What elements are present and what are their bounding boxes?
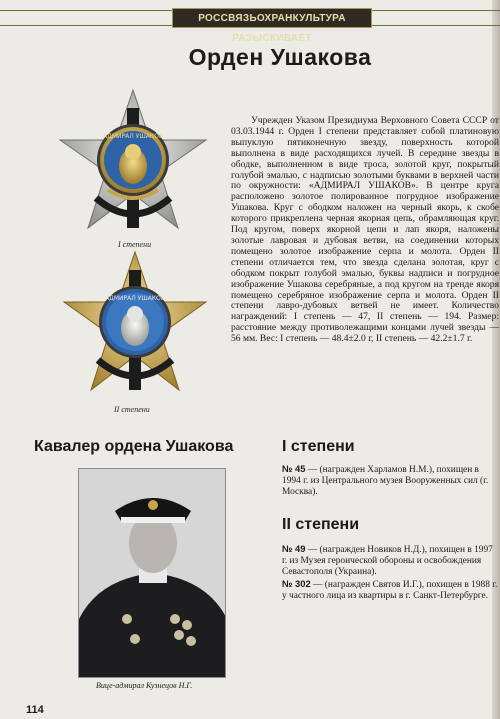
cavalier-heading: Кавалер ордена Ушакова [34,438,234,455]
entry-number: № 45 [282,463,306,474]
list-item [282,578,500,602]
medal-inscription: АДМИРАЛ УШАКОВ [103,133,163,140]
medal-caption: II степени [114,405,150,414]
medal-first-degree [56,88,210,238]
list-item [282,543,500,578]
degree1-heading: I степени [282,438,355,455]
medal-caption: I степени [118,240,152,249]
medal-inscription: АДМИРАЛ УШАКОВ [105,295,165,302]
medal-second-degree [60,250,210,400]
order-description: Учрежден Указом Президиума Верховного Совета СССР от 03.03.1944 г. Орден I степени представляет собой платиновую выпуклую пятиконечную звезду, поверхность которой выполнена в виде расходящихся лучей. В середине звезды в ободке, выполненном в виде троса, золотой круг, покрытый голубой эмалью, с надписью золотыми буквами в верхней части по окружности: «АДМИРАЛ УШАКОВ». В центре круга расположено золотое полированное погрудное изображение Ушакова. Круг с ободком наложен на черный якорь, к скобе которого прикреплена черная якорная цепь, обрамляющая круг. Под кругом, поверх якорной цепи и лап якоря, наложены золотые лавровая и дубовая ветви, на соединении которых помещено золотое изображение серпа и молота. Орден II степени отличается тем, что звезда сделана золотая, круг с ободком покрыт голубой эмалью, буквы надписи и погрудное изображение Ушакова серебряные, а под кругом на тренде якоря помещено серебряное изображение серпа и молота. Орден II степени лавро-дубовых ветвей не имеет. Количество награждений: I степень — 47, II степень — 194. Размер: расстояние между противолежащими концами лучей звезды — 56 мм. Вес: I степень — 48.4±2.0 г, II степень — 42.2±1.7 г. [231,116,499,345]
entry-text: — (награжден Харламов Н.М.), похищен в 1994 г. из Центрального музея Вооруженных сил (г. Москва). [282,465,489,497]
entry-text: — (награжден Святов И.Г.), похищен в 1988 г. у частного лица из квартиры в г. Санкт-Петербурге. [282,580,498,601]
list-item [282,463,500,498]
entry-number: № 49 [282,543,306,554]
header-label: РОССВЯЗЬОХРАНКУЛЬТУРА РАЗЫСКИВАЕТ [172,8,372,28]
entry-text: — (награжден Новиков Н.Д.), похищен в 1997 г. из Музея героической обороны и освобождения Севастополя (Украина). [282,545,493,577]
portrait-photo [78,468,226,678]
page-number: 114 [26,704,44,716]
degree2-heading: II степени [282,516,360,533]
entry-number: № 302 [282,578,311,589]
page-title: Орден Ушакова [188,44,372,70]
photo-caption: Вице-адмирал Кузнецов Н.Г. [96,681,193,690]
